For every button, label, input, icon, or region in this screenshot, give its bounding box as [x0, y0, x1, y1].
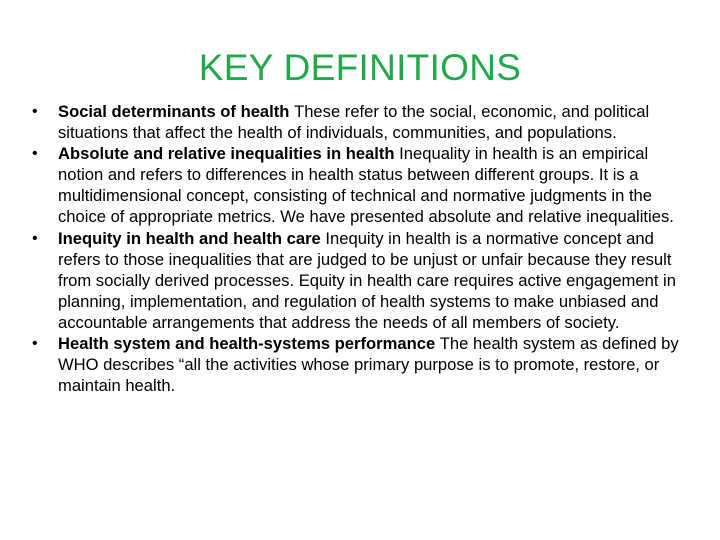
- definition-item: [32, 101, 694, 143]
- definition-term: Absolute and relative inequalities in health: [58, 144, 400, 164]
- bullet-icon: •: [32, 335, 38, 353]
- definition-item: [32, 333, 694, 396]
- definition-text: Inequity in health is a normative concept and refers to those inequalities that are judged to be unjust or unfair because they result from socially derived processes. Equity in health care requires active engagement in planning, implementation, and regulation of health systems to make unbiased and accountable arrangements that address the needs of all members of society.: [58, 228, 676, 332]
- definition-item: [32, 143, 694, 227]
- definition-item: [32, 228, 694, 333]
- definition-text: Inequality in health is an empirical notion and refers to differences in health status between different groups. It is a multidimensional concept, consisting of technical and normative judgments in the choice of appropriate metrics. We have presented absolute and relative inequalities.: [58, 144, 674, 227]
- bullet-icon: •: [32, 145, 38, 163]
- definition-text: The health system as defined by WHO describes “all the activities whose primary purpose is to promote, restore, or maintain health.: [58, 334, 679, 396]
- definition-term: Inequity in health and health care: [58, 228, 326, 248]
- definitions-list: [32, 101, 694, 396]
- definition-term: Social determinants of health: [58, 102, 295, 121]
- definition-text: These refer to the social, economic, and political situations that affect the health of individuals, communities, and populations.: [58, 102, 650, 143]
- definition-term: Health system and health-systems performance: [58, 334, 440, 354]
- bullet-icon: •: [32, 103, 38, 120]
- bullet-icon: •: [32, 229, 38, 247]
- slide-title: KEY DEFINITIONS: [198, 47, 522, 88]
